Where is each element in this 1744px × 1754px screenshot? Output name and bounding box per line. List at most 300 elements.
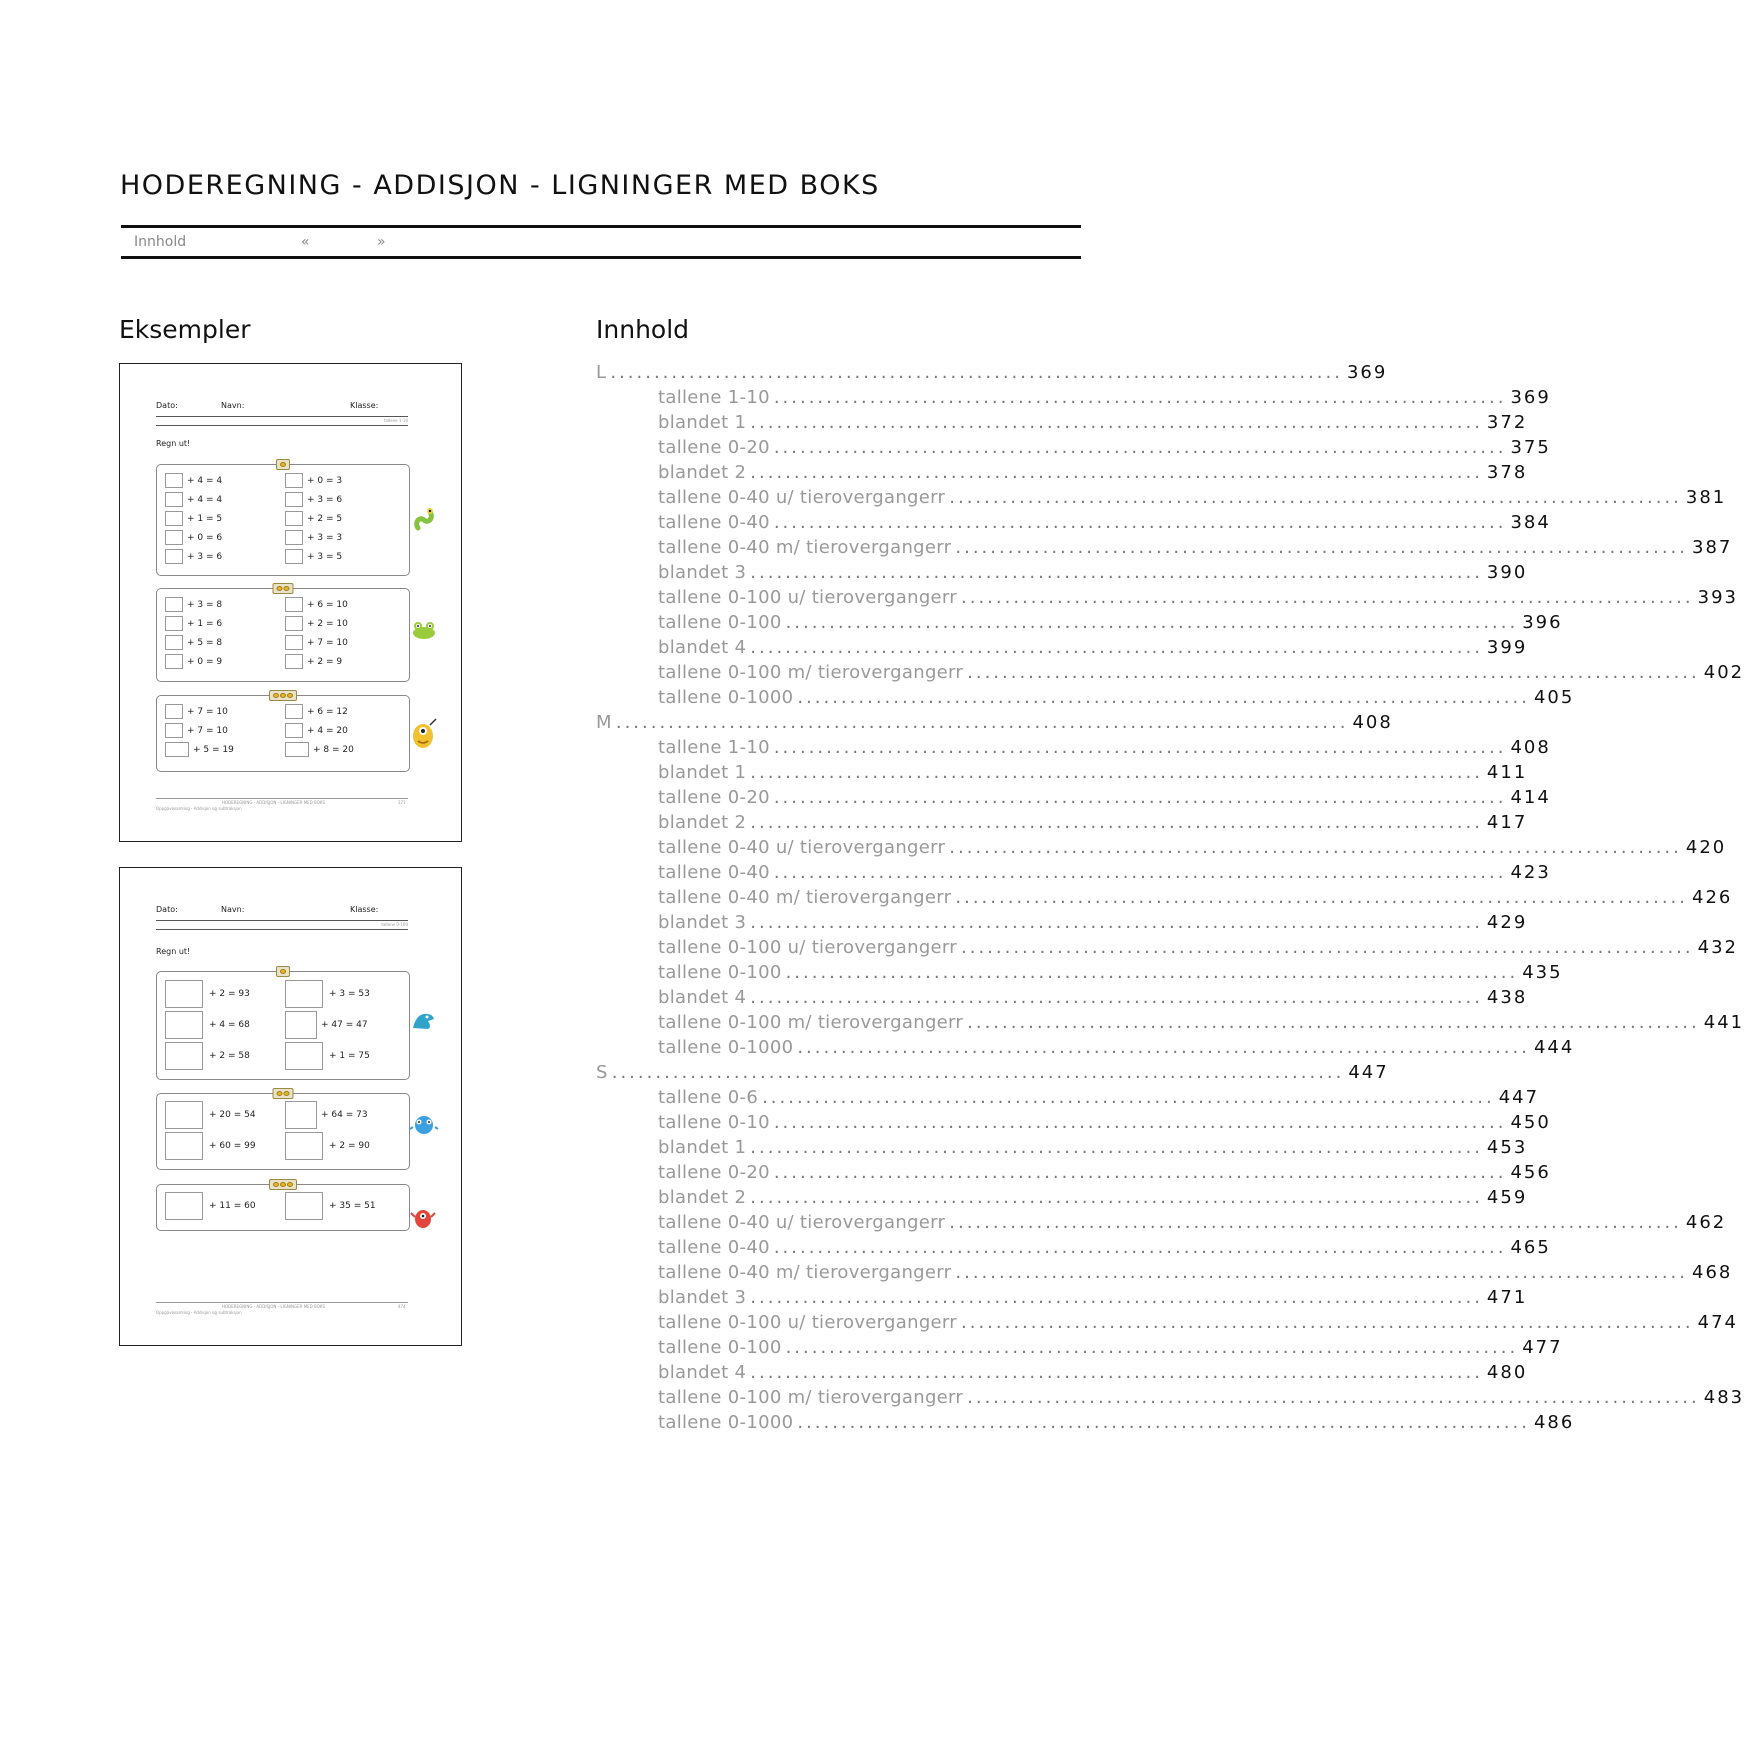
toc-leader: .................................................................................... [949, 1212, 1682, 1233]
coin-icon [277, 586, 283, 591]
toc-section-L [596, 360, 1388, 385]
difficulty-medal [269, 690, 297, 701]
equation-text: + 4 = 68 [209, 1020, 250, 1030]
coin-icon [273, 693, 279, 698]
toc-link[interactable]: L [596, 362, 607, 383]
answer-box[interactable] [165, 742, 189, 757]
equation-text: + 47 = 47 [321, 1020, 368, 1030]
sheet-subline: tallene 1-10 [383, 418, 408, 423]
toc-leader: .................................................................................... [773, 437, 1507, 458]
toc-leader: .................................................................................... [750, 412, 1483, 433]
equation-text: + 4 = 20 [307, 725, 348, 736]
equation-text: + 3 = 53 [329, 989, 370, 999]
toc-link[interactable]: tallene 0-40 u/ tierovergangerr [658, 1212, 946, 1233]
answer-box[interactable] [165, 549, 183, 564]
toc-link[interactable]: S [596, 1062, 608, 1083]
page-title: HODEREGNING - ADDISJON - LIGNINGER MED BOKS [120, 170, 880, 201]
toc-leader: .................................................................................... [750, 1187, 1483, 1208]
answer-box[interactable] [165, 704, 183, 719]
toc-page-number: 471 [1486, 1287, 1528, 1308]
toc-leader: .................................................................................... [773, 512, 1507, 533]
answer-box[interactable] [165, 1192, 203, 1220]
equation-text: + 4 = 4 [187, 475, 223, 486]
toc-page-number: 417 [1486, 812, 1528, 833]
toc-link[interactable]: blandet 2 [658, 1187, 747, 1208]
toc-link[interactable]: blandet 4 [658, 637, 747, 658]
contents-link[interactable]: Innhold [134, 234, 187, 250]
date-label: Dato: [156, 401, 178, 410]
header-rule [156, 929, 408, 930]
name-label: Navn: [221, 905, 245, 914]
toc-leader: .................................................................................... [967, 1387, 1700, 1408]
toc-page-number: 393 [1697, 587, 1738, 608]
toc-link[interactable]: tallene 0-100 u/ tierovergangerr [658, 937, 957, 958]
footer-subtitle: Oppgavesamling - Addisjon og subtraksjon [156, 1310, 242, 1315]
toc-leader: .................................................................................... [773, 1237, 1507, 1258]
toc-leader: .................................................................................... [797, 1037, 1530, 1058]
toc-entry [658, 1160, 1551, 1185]
equation-text: + 2 = 93 [209, 989, 250, 999]
toc-page-number: 477 [1522, 1337, 1563, 1358]
exercise-group [156, 464, 410, 576]
toc-entry [658, 960, 1563, 985]
toc-page-number: 444 [1533, 1037, 1575, 1058]
toc-entry [658, 435, 1551, 460]
exercise-group [156, 695, 410, 772]
answer-box[interactable] [165, 473, 183, 488]
toc-page-number: 426 [1692, 887, 1733, 908]
toc-entry [658, 935, 1738, 960]
toc-leader: .................................................................................... [949, 837, 1682, 858]
equation-text: + 7 = 10 [307, 637, 348, 648]
toc-link[interactable]: tallene 0-100 u/ tierovergangerr [658, 587, 957, 608]
toc-entry [658, 1035, 1575, 1060]
toc-leader: .................................................................................... [773, 387, 1507, 408]
coin-icon [280, 969, 286, 974]
answer-box[interactable] [165, 635, 183, 650]
toc-leader: .................................................................................... [961, 1312, 1694, 1333]
toc-entry [658, 1185, 1528, 1210]
toc-entry [658, 610, 1563, 635]
coin-icon [280, 1182, 286, 1187]
answer-box[interactable] [165, 723, 183, 738]
answer-box[interactable] [165, 511, 183, 526]
exercise-group [156, 588, 410, 682]
toc-link[interactable]: blandet 4 [658, 987, 747, 1008]
class-label: Klasse: [350, 401, 379, 410]
coin-icon [284, 586, 290, 591]
toc-entry [658, 735, 1551, 760]
toc-entry [658, 810, 1528, 835]
toc-link[interactable]: tallene 1-10 [658, 387, 770, 408]
toc-entry [658, 910, 1528, 935]
toc-link[interactable]: tallene 0-100 [658, 962, 782, 983]
answer-box[interactable] [165, 1042, 203, 1070]
toc-page-number: 483 [1703, 1387, 1744, 1408]
coin-icon [277, 1091, 283, 1096]
difficulty-medal [273, 583, 294, 594]
difficulty-medal [273, 1088, 294, 1099]
toc-entry [658, 685, 1575, 710]
answer-box[interactable] [285, 635, 303, 650]
equation-text: + 8 = 20 [313, 744, 354, 755]
toc-section-M [596, 710, 1393, 735]
answer-box[interactable] [165, 616, 183, 631]
toc-entry [658, 1210, 1727, 1235]
toc-page-number: 411 [1486, 762, 1528, 783]
toc-link[interactable]: tallene 0-1000 [658, 1412, 794, 1433]
equation-text: + 35 = 51 [329, 1201, 376, 1211]
toc-entry [658, 835, 1727, 860]
toc-page-number: 369 [1346, 362, 1388, 383]
toc-entry [658, 1260, 1733, 1285]
toc-entry [658, 635, 1528, 660]
coin-icon [284, 1091, 290, 1096]
toc-page-number: 378 [1486, 462, 1528, 483]
answer-box[interactable] [285, 1101, 317, 1129]
equation-text: + 6 = 10 [307, 599, 348, 610]
toc-page-number: 420 [1685, 837, 1727, 858]
equation-text: + 60 = 99 [209, 1141, 256, 1151]
toc-entry [658, 1110, 1551, 1135]
answer-box[interactable] [285, 1192, 323, 1220]
equation-text: + 4 = 4 [187, 494, 223, 505]
toc-entry [658, 1310, 1738, 1335]
equation-text: + 7 = 10 [187, 725, 228, 736]
green-frog-monster-icon [411, 620, 437, 640]
instruction-text: Regn ut! [156, 947, 191, 956]
red-monster-icon [410, 1203, 436, 1231]
toc-leader: .................................................................................... [949, 487, 1682, 508]
equation-text: + 11 = 60 [209, 1201, 256, 1211]
toc-leader: .................................................................................... [750, 762, 1483, 783]
toc-page-number: 387 [1692, 537, 1733, 558]
toc-link[interactable]: blandet 2 [658, 462, 747, 483]
footer-rule [156, 798, 408, 799]
equation-text: + 1 = 5 [187, 513, 223, 524]
toc-leader: .................................................................................... [750, 812, 1483, 833]
toc-entry [658, 1285, 1528, 1310]
equation-text: + 0 = 3 [307, 475, 343, 486]
equation-text: + 3 = 5 [307, 551, 343, 562]
toc-link[interactable]: tallene 0-100 m/ tierovergangerr [658, 662, 964, 683]
toc-link[interactable]: blandet 3 [658, 562, 747, 583]
equation-text: + 2 = 5 [307, 513, 343, 524]
answer-box[interactable] [285, 530, 303, 545]
blue-dino-monster-icon [410, 1009, 436, 1031]
class-label: Klasse: [350, 905, 379, 914]
toc-leader: .................................................................................... [955, 887, 1688, 908]
toc-link[interactable]: blandet 1 [658, 412, 747, 433]
toc-page-number: 435 [1522, 962, 1563, 983]
toc-entry [658, 985, 1528, 1010]
toc-link[interactable]: tallene 0-40 m/ tierovergangerr [658, 537, 952, 558]
toc-leader: .................................................................................... [785, 612, 1519, 633]
contents-heading: Innhold [596, 315, 690, 344]
toc-link[interactable]: tallene 0-20 [658, 787, 770, 808]
toc-section-S [596, 1060, 1389, 1085]
toc-link[interactable]: tallene 0-40 [658, 862, 770, 883]
toc-entry [658, 385, 1551, 410]
toc-link[interactable]: tallene 0-20 [658, 1162, 770, 1183]
equation-text: + 3 = 3 [307, 532, 343, 543]
equation-text: + 3 = 6 [307, 494, 343, 505]
answer-box[interactable] [285, 704, 303, 719]
toc-leader: .................................................................................... [750, 1287, 1483, 1308]
answer-box[interactable] [285, 511, 303, 526]
toc-leader: .................................................................................... [797, 1412, 1530, 1433]
footer-subtitle: Oppgavesamling - Addisjon og subtraksjon [156, 806, 242, 811]
toc-leader: .................................................................................... [773, 1162, 1507, 1183]
equation-text: + 3 = 6 [187, 551, 223, 562]
header-rule [156, 425, 408, 426]
toc-link[interactable]: blandet 4 [658, 1362, 747, 1383]
toc-leader: .................................................................................... [750, 1137, 1483, 1158]
difficulty-medal [276, 459, 290, 470]
equation-text: + 6 = 12 [307, 706, 348, 717]
toc-link[interactable]: tallene 0-40 [658, 1237, 770, 1258]
toc-page-number: 381 [1685, 487, 1727, 508]
toc-link[interactable]: tallene 0-100 u/ tierovergangerr [658, 1312, 957, 1333]
toc-page-number: 456 [1510, 1162, 1551, 1183]
toc-entry [658, 460, 1528, 485]
answer-box[interactable] [285, 473, 303, 488]
answer-box[interactable] [165, 492, 183, 507]
difficulty-medal [269, 1179, 297, 1190]
name-label: Navn: [221, 401, 245, 410]
answer-box[interactable] [285, 723, 303, 738]
coin-icon [280, 462, 286, 467]
difficulty-medal [276, 966, 290, 977]
toc-page-number: 468 [1692, 1262, 1733, 1283]
toc-entry [658, 510, 1551, 535]
toc-leader: .................................................................................... [785, 1337, 1519, 1358]
next-page-link[interactable]: » [377, 234, 386, 250]
toc-link[interactable]: tallene 0-40 u/ tierovergangerr [658, 837, 946, 858]
answer-box[interactable] [285, 1132, 323, 1160]
equation-text: + 7 = 10 [187, 706, 228, 717]
answer-box[interactable] [285, 549, 303, 564]
toc-page-number: 438 [1486, 987, 1528, 1008]
equation-text: + 20 = 54 [209, 1110, 256, 1120]
toc-page-number: 441 [1703, 1012, 1744, 1033]
toc-entry [658, 1335, 1563, 1360]
toc-page-number: 450 [1510, 1112, 1551, 1133]
toc-page-number: 429 [1486, 912, 1528, 933]
nav-bar [121, 225, 1081, 259]
toc-entry [658, 535, 1733, 560]
answer-box[interactable] [165, 980, 203, 1008]
toc-link[interactable]: blandet 1 [658, 762, 747, 783]
toc-entry [658, 485, 1727, 510]
toc-page-number: 369 [1510, 387, 1551, 408]
toc-link[interactable]: blandet 1 [658, 1137, 747, 1158]
toc-entry [658, 560, 1528, 585]
toc-entry [658, 660, 1744, 685]
toc-leader: .................................................................................... [610, 362, 1343, 383]
example-worksheet-1[interactable] [119, 363, 462, 842]
toc-link[interactable]: tallene 0-40 m/ tierovergangerr [658, 1262, 952, 1283]
toc-link[interactable]: tallene 0-1000 [658, 687, 794, 708]
equation-text: + 64 = 73 [321, 1110, 368, 1120]
toc-page-number: 384 [1510, 512, 1551, 533]
toc-page-number: 423 [1510, 862, 1551, 883]
toc-leader: .................................................................................... [773, 1112, 1507, 1133]
toc-leader: .................................................................................... [750, 562, 1483, 583]
toc-page-number: 375 [1510, 437, 1551, 458]
coin-icon [287, 693, 293, 698]
footer-page: 371 [398, 800, 406, 805]
toc-entry [658, 585, 1738, 610]
toc-leader: .................................................................................... [750, 462, 1483, 483]
toc-leader: .................................................................................... [785, 962, 1519, 983]
toc-leader: .................................................................................... [797, 687, 1530, 708]
toc-entry [658, 1010, 1744, 1035]
toc-entry [658, 1235, 1551, 1260]
toc-link[interactable]: tallene 0-6 [658, 1087, 759, 1108]
toc-link[interactable]: tallene 0-40 u/ tierovergangerr [658, 487, 946, 508]
toc-entry [658, 785, 1551, 810]
toc-link[interactable]: tallene 0-100 [658, 612, 782, 633]
example-worksheet-2[interactable] [119, 867, 462, 1346]
footer-title: HODEREGNING - ADDISJON - LIGNINGER MED BOKS [222, 800, 326, 805]
toc-page-number: 432 [1697, 937, 1738, 958]
toc-leader: .................................................................................... [961, 587, 1694, 608]
toc-leader: .................................................................................... [773, 737, 1507, 758]
answer-box[interactable] [285, 616, 303, 631]
prev-page-link[interactable]: « [301, 234, 310, 250]
toc-leader: .................................................................................... [750, 637, 1483, 658]
toc-page-number: 447 [1348, 1062, 1389, 1083]
answer-box[interactable] [285, 492, 303, 507]
toc-leader: .................................................................................... [961, 937, 1694, 958]
toc-link[interactable]: blandet 2 [658, 812, 747, 833]
blue-fuzzy-monster-icon [410, 1111, 438, 1139]
toc-leader: .................................................................................... [773, 862, 1507, 883]
coin-icon [273, 1182, 279, 1187]
answer-box[interactable] [165, 597, 183, 612]
yellow-monster-icon [410, 717, 438, 749]
toc-entry [658, 760, 1528, 785]
toc-leader: .................................................................................... [967, 1012, 1700, 1033]
equation-text: + 1 = 75 [329, 1051, 370, 1061]
toc-page-number: 414 [1510, 787, 1551, 808]
toc-link[interactable]: tallene 0-1000 [658, 1037, 794, 1058]
toc-page-number: 453 [1486, 1137, 1528, 1158]
exercise-group [156, 1184, 410, 1231]
answer-box[interactable] [285, 1042, 323, 1070]
toc-page-number: 390 [1486, 562, 1528, 583]
toc-entry [658, 860, 1551, 885]
header-rule [156, 416, 408, 417]
toc-link[interactable]: tallene 1-10 [658, 737, 770, 758]
toc-link[interactable]: tallene 0-40 [658, 512, 770, 533]
answer-box[interactable] [285, 742, 309, 757]
exercise-group [156, 1093, 410, 1170]
toc-page-number: 402 [1703, 662, 1744, 683]
toc-link[interactable]: blandet 3 [658, 1287, 747, 1308]
toc-leader: .................................................................................... [762, 1087, 1495, 1108]
sheet-subline: tallene 0-100 [381, 922, 408, 927]
toc-leader: .................................................................................... [773, 787, 1507, 808]
equation-text: + 2 = 10 [307, 618, 348, 629]
footer-rule [156, 1302, 408, 1303]
answer-box[interactable] [165, 654, 183, 669]
answer-box[interactable] [285, 654, 303, 669]
toc-page-number: 465 [1510, 1237, 1551, 1258]
answer-box[interactable] [165, 1132, 203, 1160]
equation-text: + 3 = 8 [187, 599, 223, 610]
equation-text: + 5 = 19 [193, 744, 234, 755]
toc-page-number: 405 [1533, 687, 1575, 708]
toc-entry [658, 1410, 1575, 1435]
toc-link[interactable]: blandet 3 [658, 912, 747, 933]
footer-title: HODEREGNING - ADDISJON - LIGNINGER MED BOKS [222, 1304, 326, 1309]
toc-page-number: 396 [1522, 612, 1563, 633]
toc-page-number: 480 [1486, 1362, 1528, 1383]
equation-text: + 0 = 6 [187, 532, 223, 543]
equation-text: + 0 = 9 [187, 656, 223, 667]
toc-page-number: 459 [1486, 1187, 1528, 1208]
answer-box[interactable] [165, 530, 183, 545]
green-worm-monster-icon [412, 506, 438, 532]
equation-text: + 2 = 58 [209, 1051, 250, 1061]
toc-link[interactable]: tallene 0-40 m/ tierovergangerr [658, 887, 952, 908]
toc-leader: .................................................................................... [955, 537, 1688, 558]
toc-link[interactable]: tallene 0-100 [658, 1337, 782, 1358]
toc-page-number: 474 [1697, 1312, 1738, 1333]
toc-entry [658, 410, 1528, 435]
answer-box[interactable] [285, 1011, 317, 1039]
toc-leader: .................................................................................... [967, 662, 1700, 683]
equation-text: + 5 = 8 [187, 637, 223, 648]
answer-box[interactable] [165, 1011, 203, 1039]
toc-entry [658, 1085, 1540, 1110]
instruction-text: Regn ut! [156, 439, 191, 448]
toc-entry [658, 885, 1733, 910]
toc-link[interactable]: tallene 0-20 [658, 437, 770, 458]
toc-leader: .................................................................................... [955, 1262, 1688, 1283]
exercise-group [156, 971, 410, 1080]
footer-page: 474 [398, 1304, 406, 1309]
toc-page-number: 408 [1510, 737, 1551, 758]
coin-icon [280, 693, 286, 698]
toc-entry [658, 1360, 1528, 1385]
equation-text: + 2 = 90 [329, 1141, 370, 1151]
toc-entry [658, 1385, 1744, 1410]
toc-entry [658, 1135, 1528, 1160]
toc-leader: .................................................................................... [615, 712, 1349, 733]
toc-page-number: 372 [1486, 412, 1528, 433]
toc-leader: .................................................................................... [750, 912, 1483, 933]
toc-link[interactable]: tallene 0-100 m/ tierovergangerr [658, 1387, 964, 1408]
toc-leader: .................................................................................... [750, 987, 1483, 1008]
toc-link[interactable]: tallene 0-100 m/ tierovergangerr [658, 1012, 964, 1033]
examples-heading: Eksempler [119, 315, 251, 344]
toc-page-number: 447 [1498, 1087, 1540, 1108]
answer-box[interactable] [165, 1101, 203, 1129]
equation-text: + 1 = 6 [187, 618, 223, 629]
toc-link[interactable]: M [596, 712, 612, 733]
toc-link[interactable]: tallene 0-10 [658, 1112, 770, 1133]
answer-box[interactable] [285, 597, 303, 612]
header-rule [156, 920, 408, 921]
toc-page-number: 462 [1685, 1212, 1727, 1233]
toc-page-number: 408 [1352, 712, 1393, 733]
answer-box[interactable] [285, 980, 323, 1008]
toc-page-number: 399 [1486, 637, 1528, 658]
equation-text: + 2 = 9 [307, 656, 343, 667]
